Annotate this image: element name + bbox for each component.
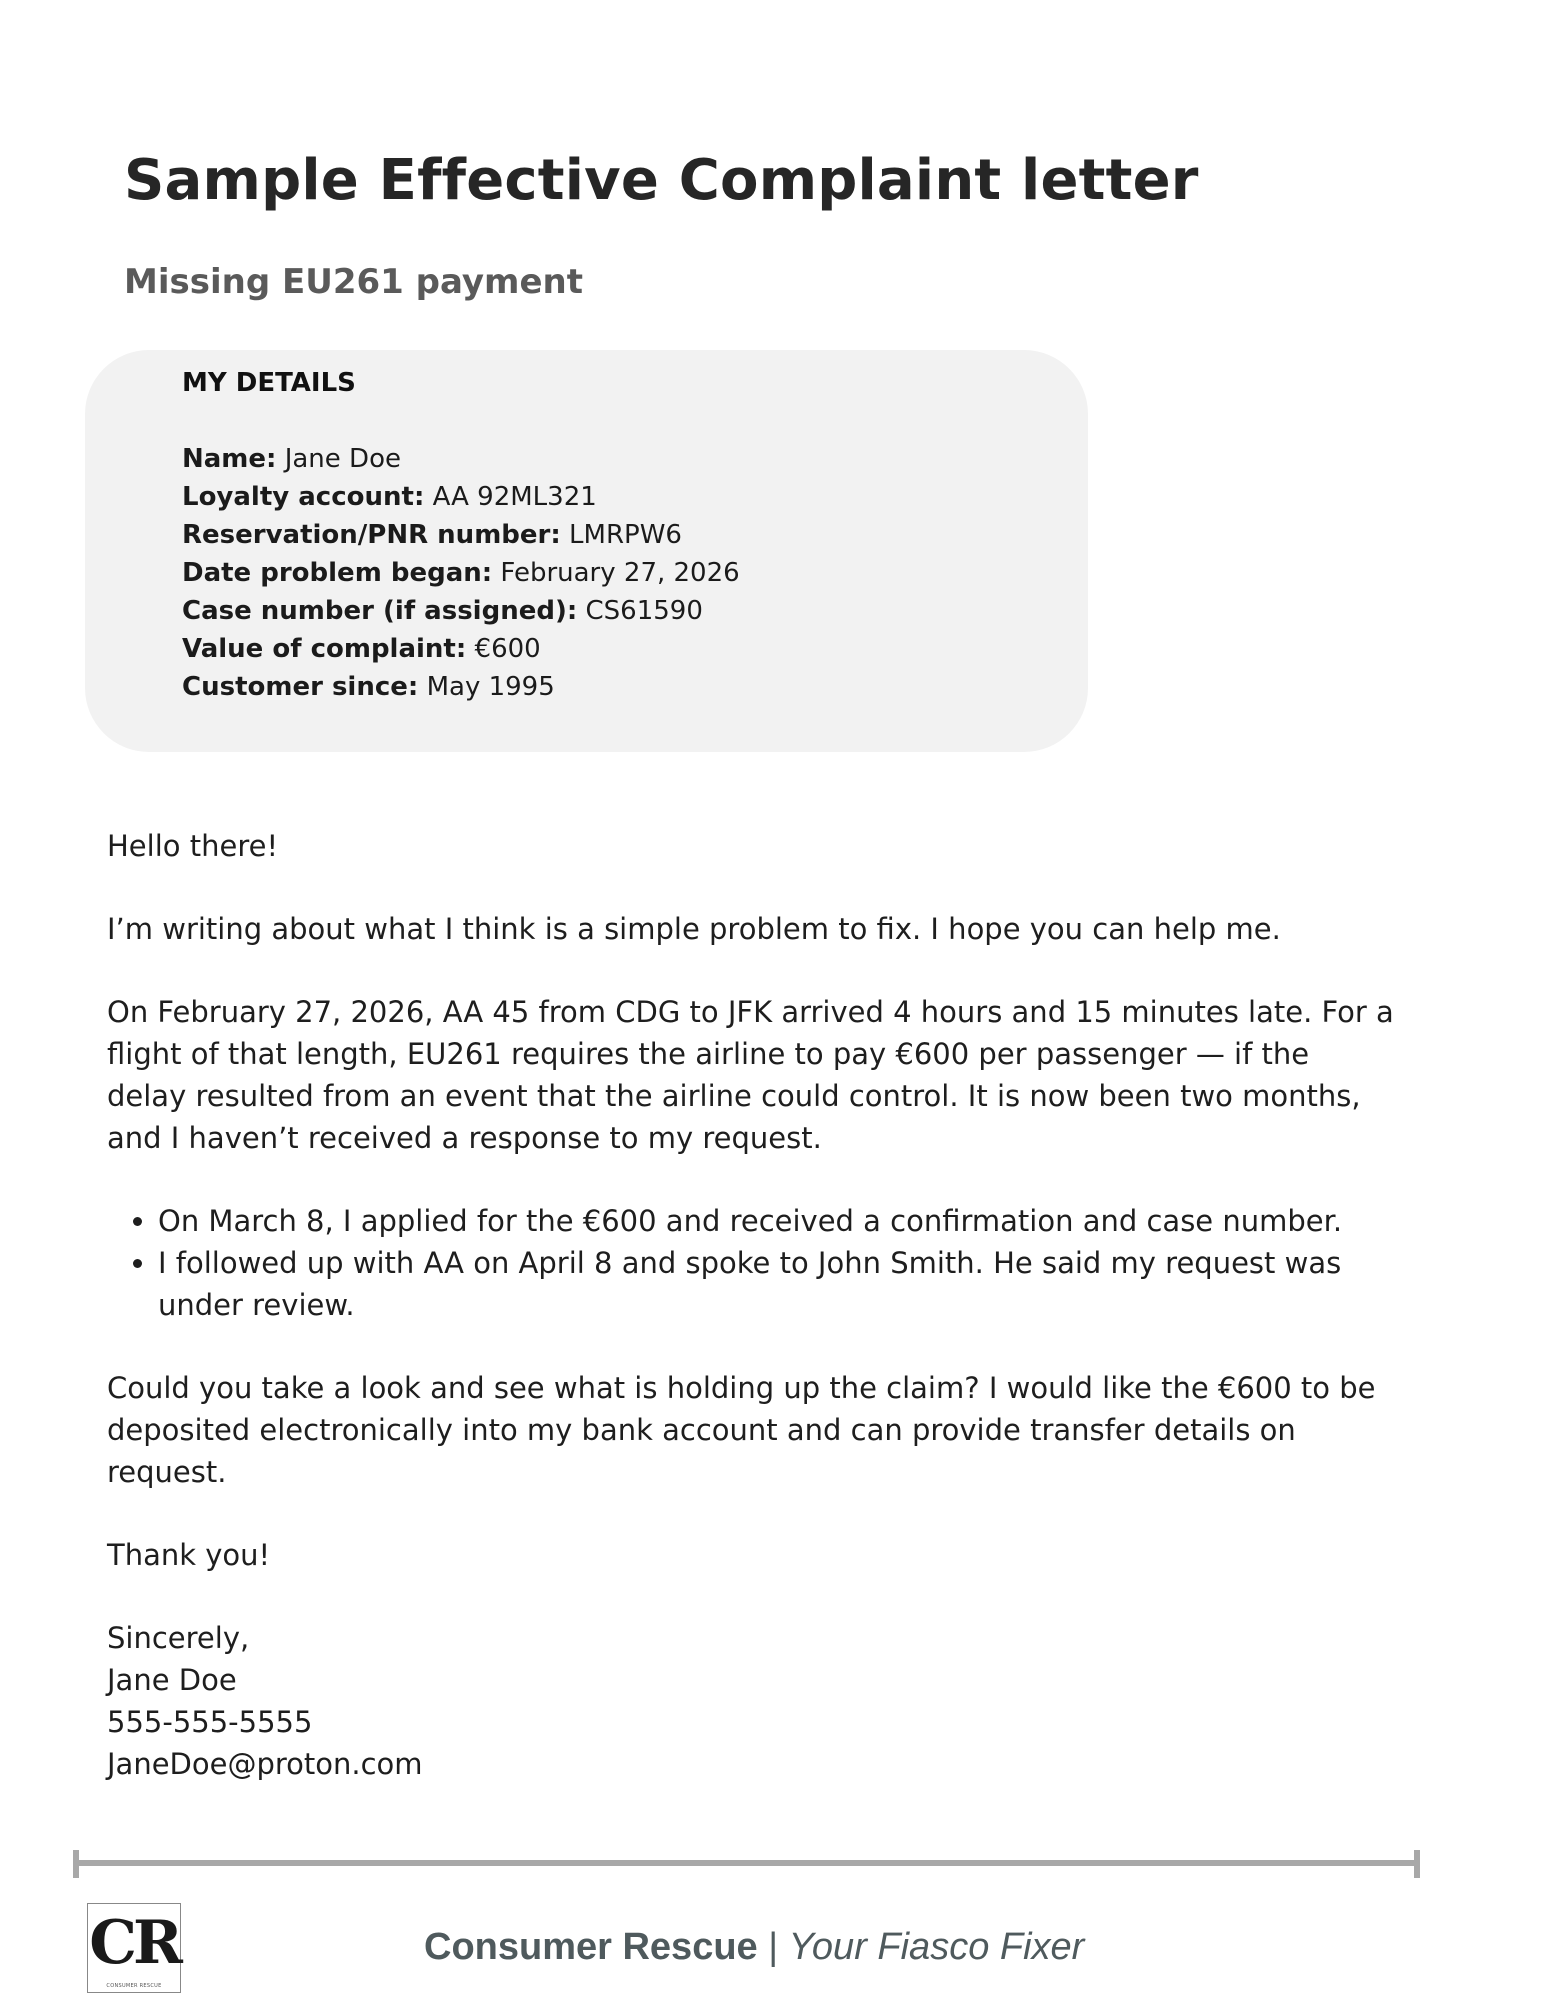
detail-case-number	[182, 592, 740, 630]
logo-caption: CONSUMER RESCUE	[106, 1983, 162, 1989]
detail-label: Reservation/PNR number:	[182, 520, 561, 550]
detail-value: €600	[474, 634, 541, 664]
letter-thanks: Thank you!	[107, 1538, 271, 1572]
divider-right-cap	[1414, 1850, 1420, 1878]
detail-label: Value of complaint:	[182, 634, 467, 664]
list-item: • On March 8, I applied for the €600 and received a confirmation and case number.	[158, 1200, 1397, 1242]
my-details-panel	[85, 350, 1088, 752]
detail-name	[182, 440, 740, 478]
letter-greeting: Hello there!	[107, 829, 279, 863]
detail-value: February 27, 2026	[500, 558, 740, 588]
letter-request: Could you take a look and see what is holding up the claim? I would like the €600 to be deposited electronically into my bank account and can provide transfer details on request.	[107, 1371, 1376, 1489]
letter-bullet-list	[107, 1200, 1397, 1326]
logo-letters: CR	[89, 1908, 179, 1978]
detail-pnr	[182, 516, 740, 554]
detail-loyalty-account	[182, 478, 740, 516]
detail-label: Loyalty account:	[182, 482, 425, 512]
signature-phone: 555-555-5555	[107, 1705, 313, 1739]
detail-value: AA 92ML321	[432, 482, 597, 512]
letter-intro: I’m writing about what I think is a simple problem to fix. I hope you can help me.	[107, 912, 1281, 946]
list-item: • I followed up with AA on April 8 and spoke to John Smith. He said my request was under review.	[158, 1242, 1397, 1326]
signature-name: Jane Doe	[107, 1663, 237, 1697]
page-subtitle: Missing EU261 payment	[124, 262, 583, 302]
detail-label: Name:	[182, 444, 277, 474]
letter-main-paragraph: On February 27, 2026, AA 45 from CDG to JFK arrived 4 hours and 15 minutes late. For a flight of that length, EU261 requires the airline to pay €600 per passenger — if the delay resulted from an event that the airline could control. It is now been two months, and I haven’t received a response to my request.	[107, 995, 1394, 1155]
detail-complaint-value	[182, 630, 740, 668]
footer-separator: |	[757, 1926, 789, 1968]
signature-closing: Sincerely,	[107, 1621, 250, 1655]
detail-value: CS61590	[585, 596, 703, 626]
signature-block	[107, 1617, 1397, 1785]
detail-date-began	[182, 554, 740, 592]
footer-branding	[424, 1926, 1084, 1969]
footer-divider	[75, 1860, 1420, 1866]
details-list	[182, 440, 740, 706]
detail-value: Jane Doe	[284, 444, 401, 474]
footer-brand: Consumer Rescue	[424, 1926, 758, 1968]
consumer-rescue-logo	[87, 1903, 181, 1993]
detail-value: May 1995	[426, 672, 555, 702]
signature-email: JaneDoe@proton.com	[107, 1747, 423, 1781]
detail-label: Case number (if assigned):	[182, 596, 578, 626]
divider-left-cap	[73, 1850, 79, 1878]
footer-tagline: Your Fiasco Fixer	[788, 1926, 1085, 1968]
letter-body	[107, 825, 1397, 1785]
detail-label: Date problem began:	[182, 558, 493, 588]
detail-value: LMRPW6	[569, 520, 682, 550]
page-title: Sample Effective Complaint letter	[124, 148, 1199, 213]
my-details-heading: MY DETAILS	[182, 368, 356, 398]
detail-label: Customer since:	[182, 672, 419, 702]
detail-customer-since	[182, 668, 740, 706]
